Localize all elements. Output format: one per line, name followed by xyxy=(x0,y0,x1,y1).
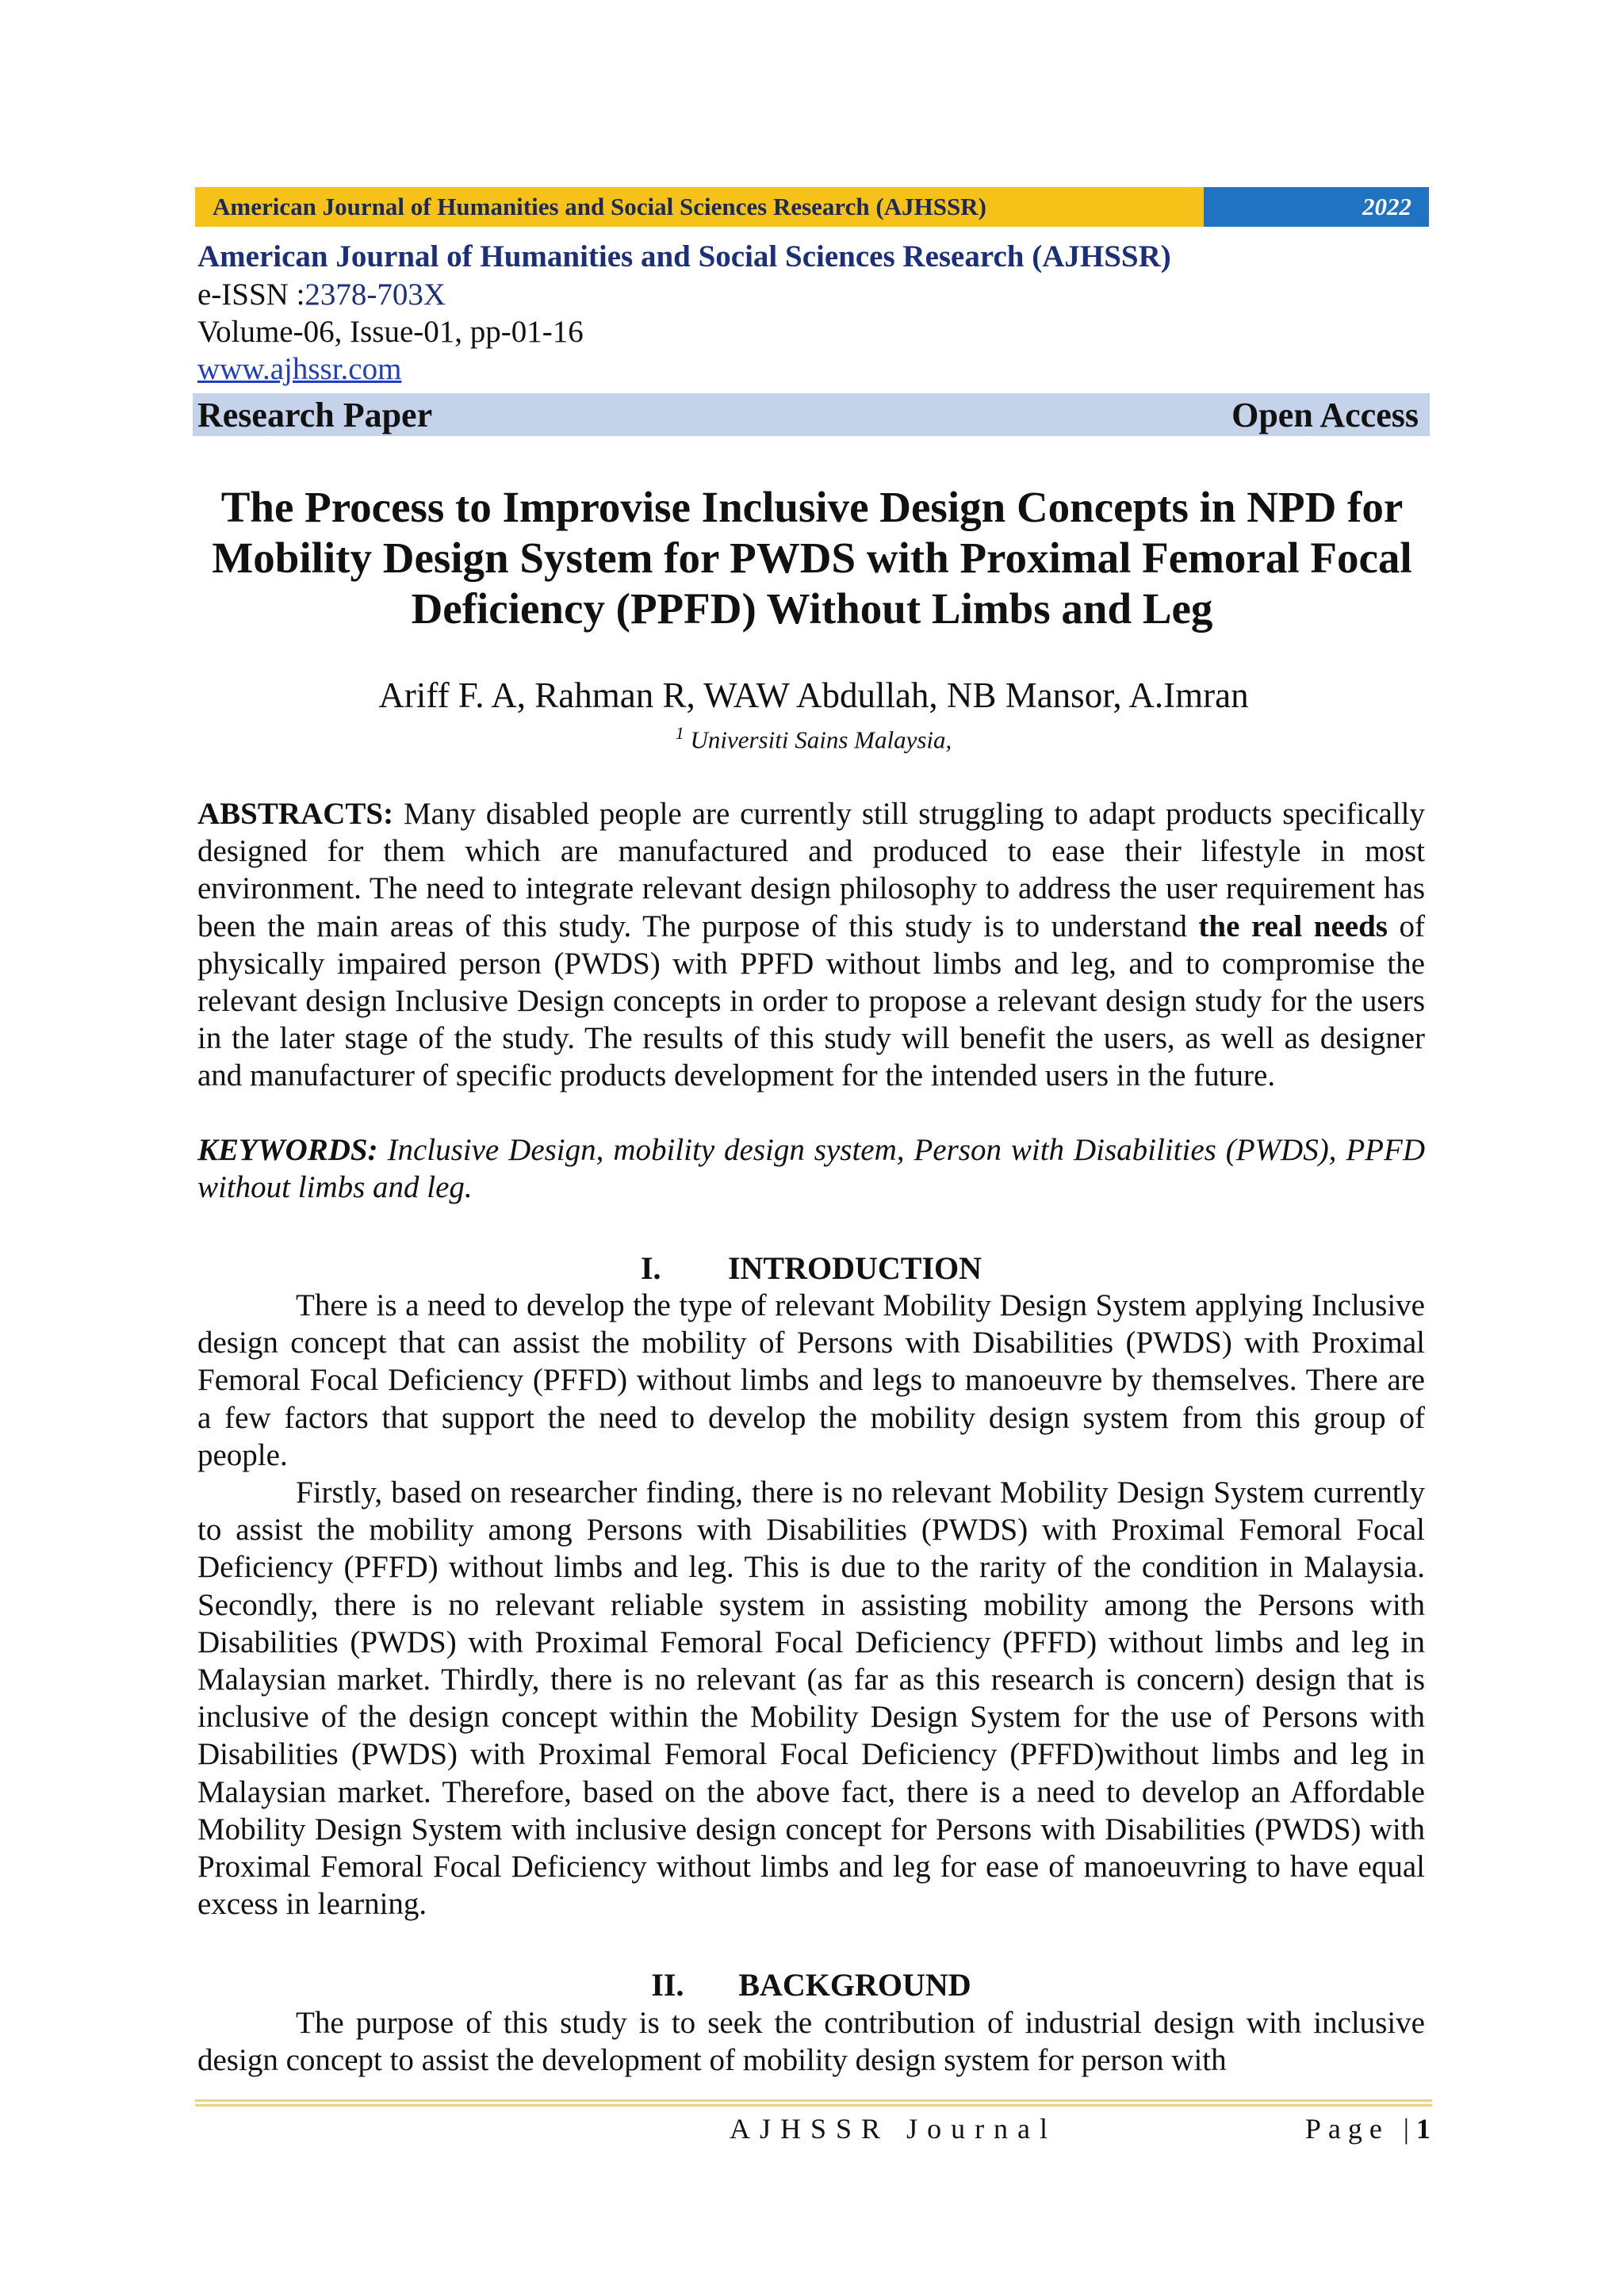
access-type-label: Open Access xyxy=(1231,395,1419,434)
title-line: Deficiency (PPFD) Without Limbs and Leg xyxy=(411,584,1213,633)
footer-page xyxy=(1305,2110,1431,2147)
issn-value: 2378-703X xyxy=(304,277,446,312)
issn-label: e-ISSN : xyxy=(197,277,305,312)
section-heading-background xyxy=(197,1966,1425,2004)
affiliation-text: Universiti Sains Malaysia, xyxy=(690,725,952,754)
paragraph: Firstly, based on researcher finding, there is no relevant Mobility Design System currently to assist the mobility among Persons with Disabilities (PWDS) with Proximal Femoral Focal Deficiency (PFFD) without limbs and leg. This is due to the rarity of the condition in Malaysia. Secondly, there is no relevant reliable system in assisting mobility among the Persons with Disabilities (PWDS) with Proximal Femoral Focal Deficiency (PFFD) without limbs and leg in Malaysian market. Thirdly, there is no relevant (as far as this research is concern) design that is inclusive of the design concept within the Mobility Design System for the use of Persons with Disabilities (PWDS) with Proximal Femoral Focal Deficiency (PFFD)without limbs and leg in Malaysian market. Therefore, based on the above fact, there is a need to develop an Affordable Mobility Design System with inclusive design concept for Persons with Disabilities (PWDS) with Proximal Femoral Focal Deficiency without limbs and leg for ease of manoeuvring to have equal excess in learning. xyxy=(197,1475,1425,1922)
keywords-label: KEYWORDS: xyxy=(197,1133,378,1167)
journal-info xyxy=(197,238,1434,388)
footer-divider xyxy=(195,2104,1432,2107)
paper-title xyxy=(174,482,1450,634)
journal-name: American Journal of Humanities and Social Sciences Research (AJHSSR) xyxy=(197,239,1171,274)
paragraph: The purpose of this study is to seek the contribution of industrial design with inclusive design concept to assist the development of mobility design system for person with xyxy=(197,2006,1425,2078)
keywords xyxy=(197,1131,1425,1206)
journal-volume: Volume-06, Issue-01, pp-01-16 xyxy=(197,315,584,349)
footer-divider xyxy=(195,2099,1432,2102)
keywords-text: Inclusive Design, mobility design system, Person with Disabilities (PWDS), PPFD without limbs and leg. xyxy=(197,1133,1425,1205)
author-list: Ariff F. A, Rahman R, WAW Abdullah, NB Mansor, A.Imran xyxy=(378,675,1249,715)
footer-journal: AJHSSR Journal xyxy=(730,2113,1058,2145)
journal-header-bar xyxy=(195,187,1429,227)
abstract-text-1: Many disabled people are currently still struggling to adapt products specifically designed for them which are manufactured and produced to ease their lifestyle in most environment. The need to integrate relevant design philosophy to address the user requirement has been the main areas of this study. The purpose of this study is to understand xyxy=(197,797,1425,943)
abstract-label: ABSTRACTS: xyxy=(197,797,394,831)
title-line: The Process to Improvise Inclusive Design Concepts in NPD for xyxy=(220,483,1404,531)
section-number: II. xyxy=(651,1967,684,2003)
abstract xyxy=(197,795,1425,1095)
journal-header-title: American Journal of Humanities and Social Sciences Research (AJHSSR) xyxy=(195,187,1204,227)
section-title: BACKGROUND xyxy=(738,1967,971,2003)
journal-header-year: 2022 xyxy=(1204,187,1429,227)
paragraph: There is a need to develop the type of relevant Mobility Design System applying Inclusive design concept that can assist the mobility of Persons with Disabilities (PWDS) with Proximal Femoral Focal Deficiency (PFFD) without limbs and legs to manoeuvre by themselves. There are a few factors that support the need to develop the mobility design system from this group of people. xyxy=(197,1288,1425,1472)
title-line: Mobility Design System for PWDS with Proximal Femoral Focal xyxy=(212,534,1412,582)
section-heading-introduction xyxy=(197,1249,1425,1288)
journal-issn xyxy=(197,276,1434,313)
page-label: Page | xyxy=(1304,2113,1416,2145)
journal-website-link[interactable]: www.ajhssr.com xyxy=(197,352,402,386)
abstract-emphasis: the real needs xyxy=(1198,909,1388,943)
paper-type-label: Research Paper xyxy=(197,395,433,434)
affiliation xyxy=(195,718,1432,756)
page-number: 1 xyxy=(1416,2113,1431,2145)
affiliation-marker: 1 xyxy=(675,723,684,743)
section-title: INTRODUCTION xyxy=(727,1250,982,1286)
paper-type-bar xyxy=(193,393,1430,436)
abstract-text-2: of physically impaired person (PWDS) with PPFD without limbs and leg, and to compromise the relevant design Inclusive Design concepts in order to propose a relevant design study for the users in the later stage of the study. The results of this study will benefit the users, as well as designer and manufacturer of specific products development for the intended users in the future. xyxy=(197,909,1425,1093)
section-number: I. xyxy=(640,1250,661,1286)
